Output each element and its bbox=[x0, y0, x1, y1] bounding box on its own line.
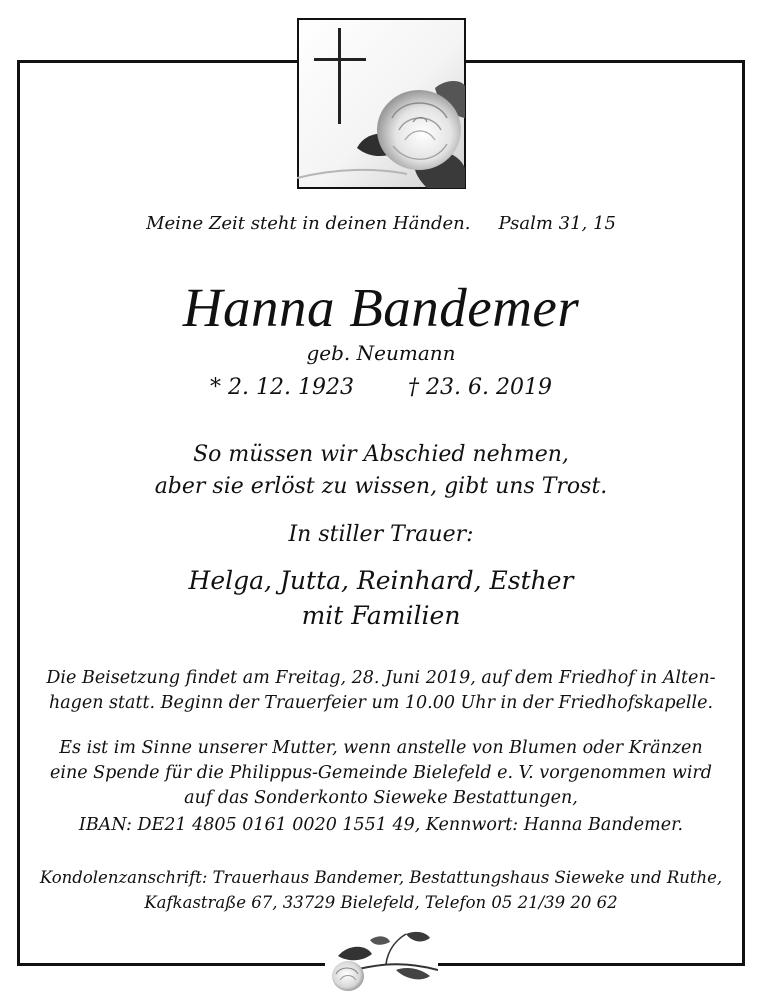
rose-icon bbox=[326, 930, 438, 996]
motto-text: Meine Zeit steht in deinen Händen. bbox=[146, 213, 471, 234]
mourner-names: Helga, Jutta, Reinhard, Esther bbox=[188, 566, 574, 595]
condolence-line-1: Kondolenzanschrift: Trauerhaus Bandemer, Bestattungshaus Sieweke und Ruthe, bbox=[39, 868, 723, 887]
birth-date: * 2. 12. 1923 bbox=[210, 375, 354, 400]
frame-bottom-right bbox=[438, 963, 745, 966]
frame-top-right bbox=[466, 60, 745, 63]
death-date: † 23. 6. 2019 bbox=[408, 375, 552, 400]
cross-with-rose-icon bbox=[297, 18, 466, 189]
maiden-name: geb. Neumann bbox=[306, 341, 456, 365]
condolence-line-2: Kafkastraße 67, 33729 Bielefeld, Telefon 05 21/39 20 62 bbox=[144, 893, 618, 912]
motto-reference: Psalm 31, 15 bbox=[498, 213, 616, 234]
verse-line-1: So müssen wir Abschied nehmen, bbox=[193, 442, 569, 467]
mourning-heading: In stiller Trauer: bbox=[288, 522, 474, 547]
donation-line-4: IBAN: DE21 4805 0161 0020 1551 49, Kennwort: Hanna Bandemer. bbox=[78, 815, 684, 835]
burial-line-1: Die Beisetzung findet am Freitag, 28. Juni 2019, auf dem Friedhof in Alten- bbox=[46, 668, 716, 688]
life-dates bbox=[0, 375, 762, 400]
frame-top-left bbox=[17, 60, 297, 63]
burial-line-2: hagen statt. Beginn der Trauerfeier um 10.00 Uhr in der Friedhofskapelle. bbox=[48, 693, 714, 713]
donation-line-1: Es ist im Sinne unserer Mutter, wenn anstelle von Blumen oder Kränzen bbox=[59, 738, 703, 758]
verse-line-2: aber sie erlöst zu wissen, gibt uns Trost. bbox=[154, 474, 608, 499]
mourner-families: mit Familien bbox=[301, 601, 461, 630]
frame-bottom-left bbox=[17, 963, 325, 966]
donation-line-3: auf das Sonderkonto Sieweke Bestattungen, bbox=[184, 788, 578, 808]
motto bbox=[0, 213, 762, 234]
donation-line-2: eine Spende für die Philippus-Gemeinde Bielefeld e. V. vorgenommen wird bbox=[50, 763, 712, 783]
deceased-name: Hanna Bandemer bbox=[182, 277, 580, 338]
